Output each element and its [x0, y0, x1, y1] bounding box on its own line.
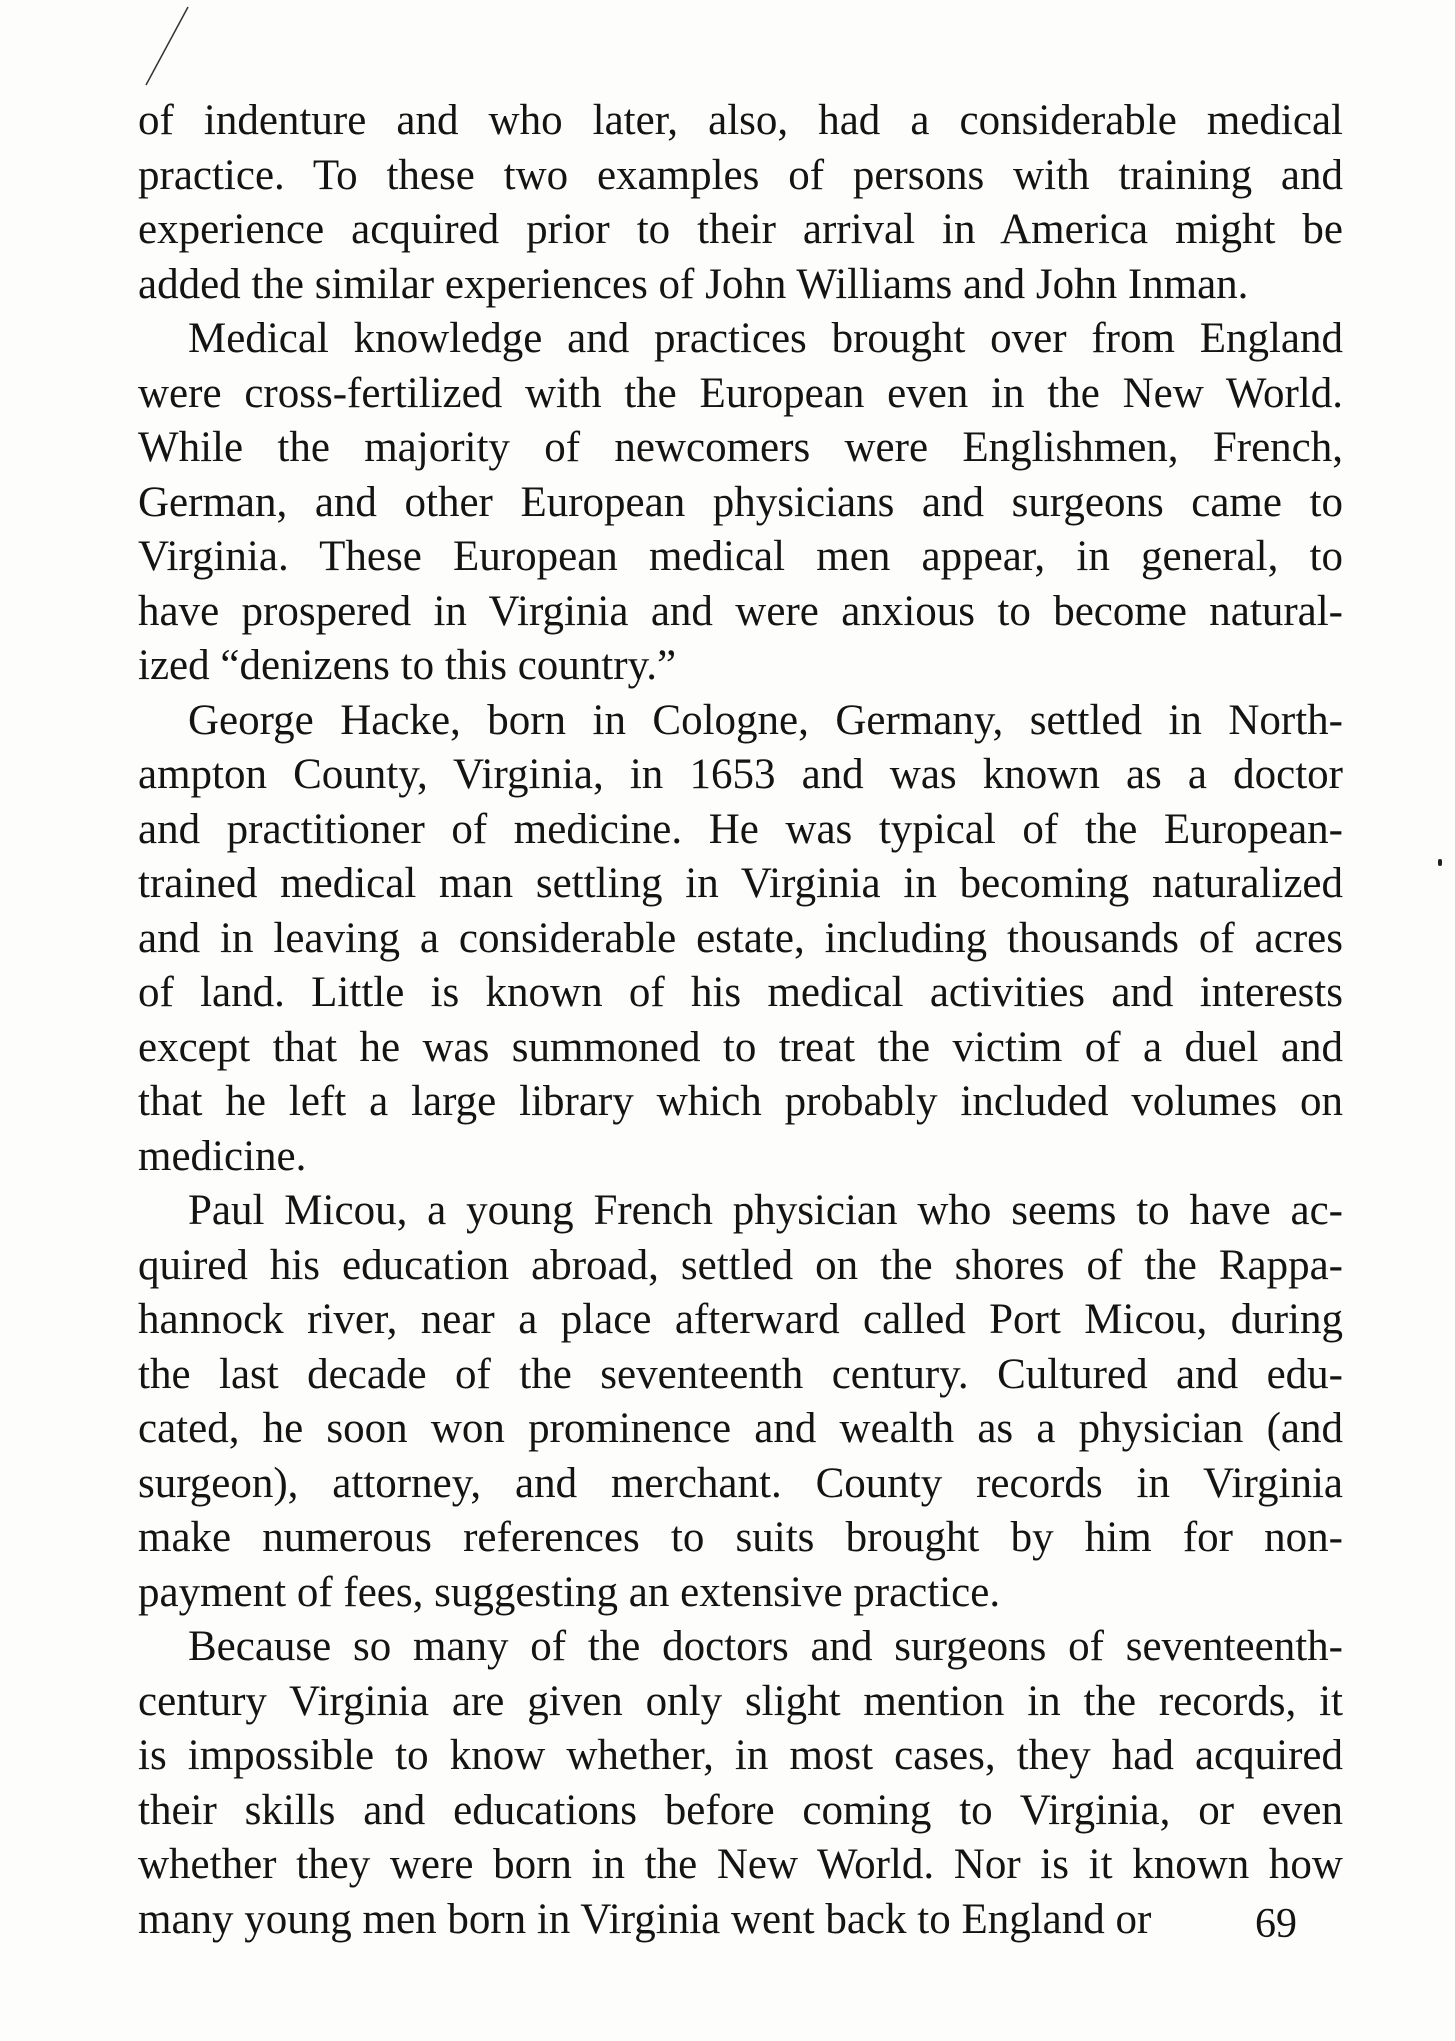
text-line: many young men born in Virginia went back to England or — [138, 1895, 1152, 1943]
text-line: hannock river, near a place afterward called Port Micou, during — [138, 1296, 1343, 1343]
text-line: and practitioner of medicine. He was typical of the European- — [138, 805, 1343, 853]
text-line: German, and other European physicians and surgeons came to — [138, 478, 1343, 526]
text-line: payment of fees, suggesting an extensive practice. — [138, 1568, 1001, 1616]
paragraph — [138, 694, 1343, 1185]
paragraph — [138, 312, 1343, 694]
paragraph — [138, 94, 1343, 312]
text-line: and in leaving a considerable estate, including thousands of acres — [138, 914, 1343, 962]
text-line: century Virginia are given only slight mention in the records, it — [138, 1677, 1343, 1725]
text-line: trained medical man settling in Virginia in becoming naturalized — [138, 860, 1343, 907]
pencil-tick-mark — [140, 5, 200, 90]
text-line: added the similar experiences of John Williams and John Inman. — [138, 260, 1249, 308]
text-line: practice. To these two examples of persons with training and — [138, 151, 1343, 199]
body-text — [138, 94, 1343, 1947]
text-line: were cross-fertilized with the European even in the New World. — [138, 369, 1343, 417]
text-line: of land. Little is known of his medical activities and interests — [138, 969, 1343, 1016]
paragraph — [138, 1620, 1343, 1947]
text-line: Paul Micou, a young French physician who seems to have ac- — [188, 1187, 1343, 1234]
text-line: George Hacke, born in Cologne, Germany, settled in North- — [188, 696, 1343, 744]
text-line: While the majority of newcomers were Englishmen, French, — [138, 424, 1343, 471]
text-line: except that he was summoned to treat the victim of a duel and — [138, 1023, 1343, 1071]
margin-speck — [1438, 859, 1442, 866]
text-line: whether they were born in the New World. Nor is it known how — [138, 1841, 1343, 1888]
text-line: have prospered in Virginia and were anxious to become natural- — [138, 587, 1343, 635]
text-line: medicine. — [138, 1132, 307, 1180]
text-line: ized “denizens to this country.” — [138, 642, 677, 689]
text-line: is impossible to know whether, in most cases, they had acquired — [138, 1732, 1343, 1779]
text-line: make numerous references to suits brought by him for non- — [138, 1514, 1343, 1561]
text-line: ampton County, Virginia, in 1653 and was known as a doctor — [138, 751, 1343, 798]
text-line: cated, he soon won prominence and wealth as a physician (and — [138, 1405, 1343, 1452]
text-line: the last decade of the seventeenth century. Cultured and edu- — [138, 1350, 1343, 1398]
text-line: experience acquired prior to their arrival in America might be — [138, 206, 1343, 253]
text-line: surgeon), attorney, and merchant. County records in Virginia — [138, 1459, 1343, 1507]
text-line: of indenture and who later, also, had a considerable medical — [138, 97, 1343, 144]
paragraph — [138, 1184, 1343, 1620]
page-number: 69 — [1255, 1901, 1297, 1947]
text-line: Medical knowledge and practices brought over from England — [188, 315, 1343, 362]
text-line: quired his education abroad, settled on the shores of the Rappa- — [138, 1241, 1343, 1289]
text-line: their skills and educations before coming to Virginia, or even — [138, 1786, 1343, 1834]
text-line: Virginia. These European medical men appear, in general, to — [138, 533, 1343, 580]
text-line: Because so many of the doctors and surgeons of seventeenth- — [188, 1623, 1343, 1670]
text-line: that he left a large library which probably included volumes on — [138, 1078, 1343, 1125]
